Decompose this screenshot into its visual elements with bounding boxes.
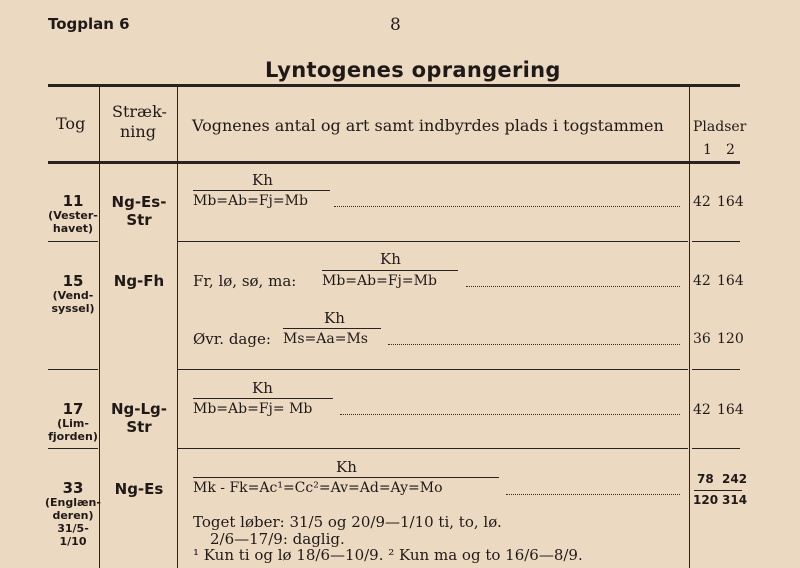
train-composition: Mb=Ab=Fj= Mb	[193, 401, 313, 417]
row-separator	[692, 448, 740, 449]
seats-class-2-b: 314	[722, 493, 748, 507]
col-header-tog: Tog	[56, 114, 86, 133]
tog-number: 11	[62, 192, 84, 210]
seats-class-1: 42	[693, 273, 711, 289]
kh-label: Kh	[252, 171, 273, 189]
row-separator	[178, 448, 688, 449]
seats-class-1: 36	[693, 331, 711, 347]
row-separator	[48, 448, 98, 449]
seats-class-2: 164	[717, 194, 744, 210]
tog-number: 33	[62, 479, 84, 497]
straekning: Ng-Lg- Str	[110, 400, 168, 436]
kh-label: Kh	[336, 458, 357, 476]
col-header-pladser: Pladser	[693, 119, 747, 135]
note-footnotes: ¹ Kun ti og lø 18/6—10/9. ² Kun ma og to 16/6—8/9.	[193, 546, 583, 564]
row-separator	[178, 369, 688, 370]
col-header-straekning-2: ning	[120, 122, 156, 141]
straekning: Ng-Fh	[113, 272, 165, 290]
header-bottom-rule	[48, 161, 740, 164]
day-prefix: Øvr. dage:	[193, 330, 271, 348]
seats-class-1-a: 78	[697, 472, 714, 486]
seats-class-1-b: 120	[693, 493, 719, 507]
row-separator	[692, 241, 740, 242]
kh-label: Kh	[252, 379, 273, 397]
col-divider-3	[689, 87, 690, 568]
straekning: Ng-Es- Str	[111, 193, 167, 229]
kh-label: Kh	[324, 309, 345, 327]
page-number: 8	[390, 15, 401, 35]
leader-dots	[506, 494, 680, 495]
fraction-bar	[193, 477, 499, 478]
tog-number: 15	[62, 272, 84, 290]
fraction-bar	[193, 190, 330, 191]
row-separator	[48, 241, 98, 242]
seats-class-2-a: 242	[722, 472, 748, 486]
col-header-vogne: Vognenes antal og art samt indbyrdes plads i togstammen	[192, 116, 664, 135]
straekning: Ng-Es	[114, 480, 164, 498]
col-header-straekning-1: Stræk-	[112, 102, 167, 121]
page-header-label: Togplan 6	[48, 15, 130, 33]
table-top-rule	[48, 84, 740, 87]
seats-class-1: 42	[693, 194, 711, 210]
tog-number: 17	[62, 400, 84, 418]
leader-dots	[388, 344, 680, 345]
row-separator	[178, 241, 688, 242]
note-daily: 2/6—17/9: daglig.	[210, 530, 345, 548]
col-header-pladser-2: 2	[726, 142, 735, 158]
kh-label: Kh	[380, 250, 401, 268]
tog-name: (Lim- fjorden)	[48, 417, 98, 443]
seats-split-rule	[694, 490, 742, 491]
tog-name: (Englæn- deren) 31/5-1/10	[45, 496, 101, 548]
train-composition: Mk - Fk=Ac¹=Cc²=Av=Ad=Ay=Mo	[193, 480, 443, 496]
page-title: Lyntogenes oprangering	[265, 58, 561, 82]
note-schedule: Toget løber: 31/5 og 20/9—1/10 ti, to, lø.	[193, 513, 502, 531]
tog-name: (Vend- syssel)	[51, 289, 95, 315]
seats-class-1: 42	[693, 402, 711, 418]
row-separator	[48, 369, 98, 370]
seats-class-2: 164	[717, 402, 744, 418]
col-header-pladser-1: 1	[703, 142, 712, 158]
leader-dots	[340, 414, 680, 415]
train-composition: Ms=Aa=Ms	[283, 331, 368, 347]
fraction-bar	[283, 328, 381, 329]
seats-class-2: 120	[717, 331, 744, 347]
row-separator	[692, 369, 740, 370]
train-composition: Mb=Ab=Fj=Mb	[322, 273, 437, 289]
fraction-bar	[193, 398, 333, 399]
leader-dots	[466, 286, 680, 287]
train-composition: Mb=Ab=Fj=Mb	[193, 193, 308, 209]
fraction-bar	[322, 270, 458, 271]
leader-dots	[334, 206, 680, 207]
seats-class-2: 164	[717, 273, 744, 289]
tog-name: (Vester- havet)	[48, 209, 98, 235]
day-prefix: Fr, lø, sø, ma:	[193, 272, 297, 290]
